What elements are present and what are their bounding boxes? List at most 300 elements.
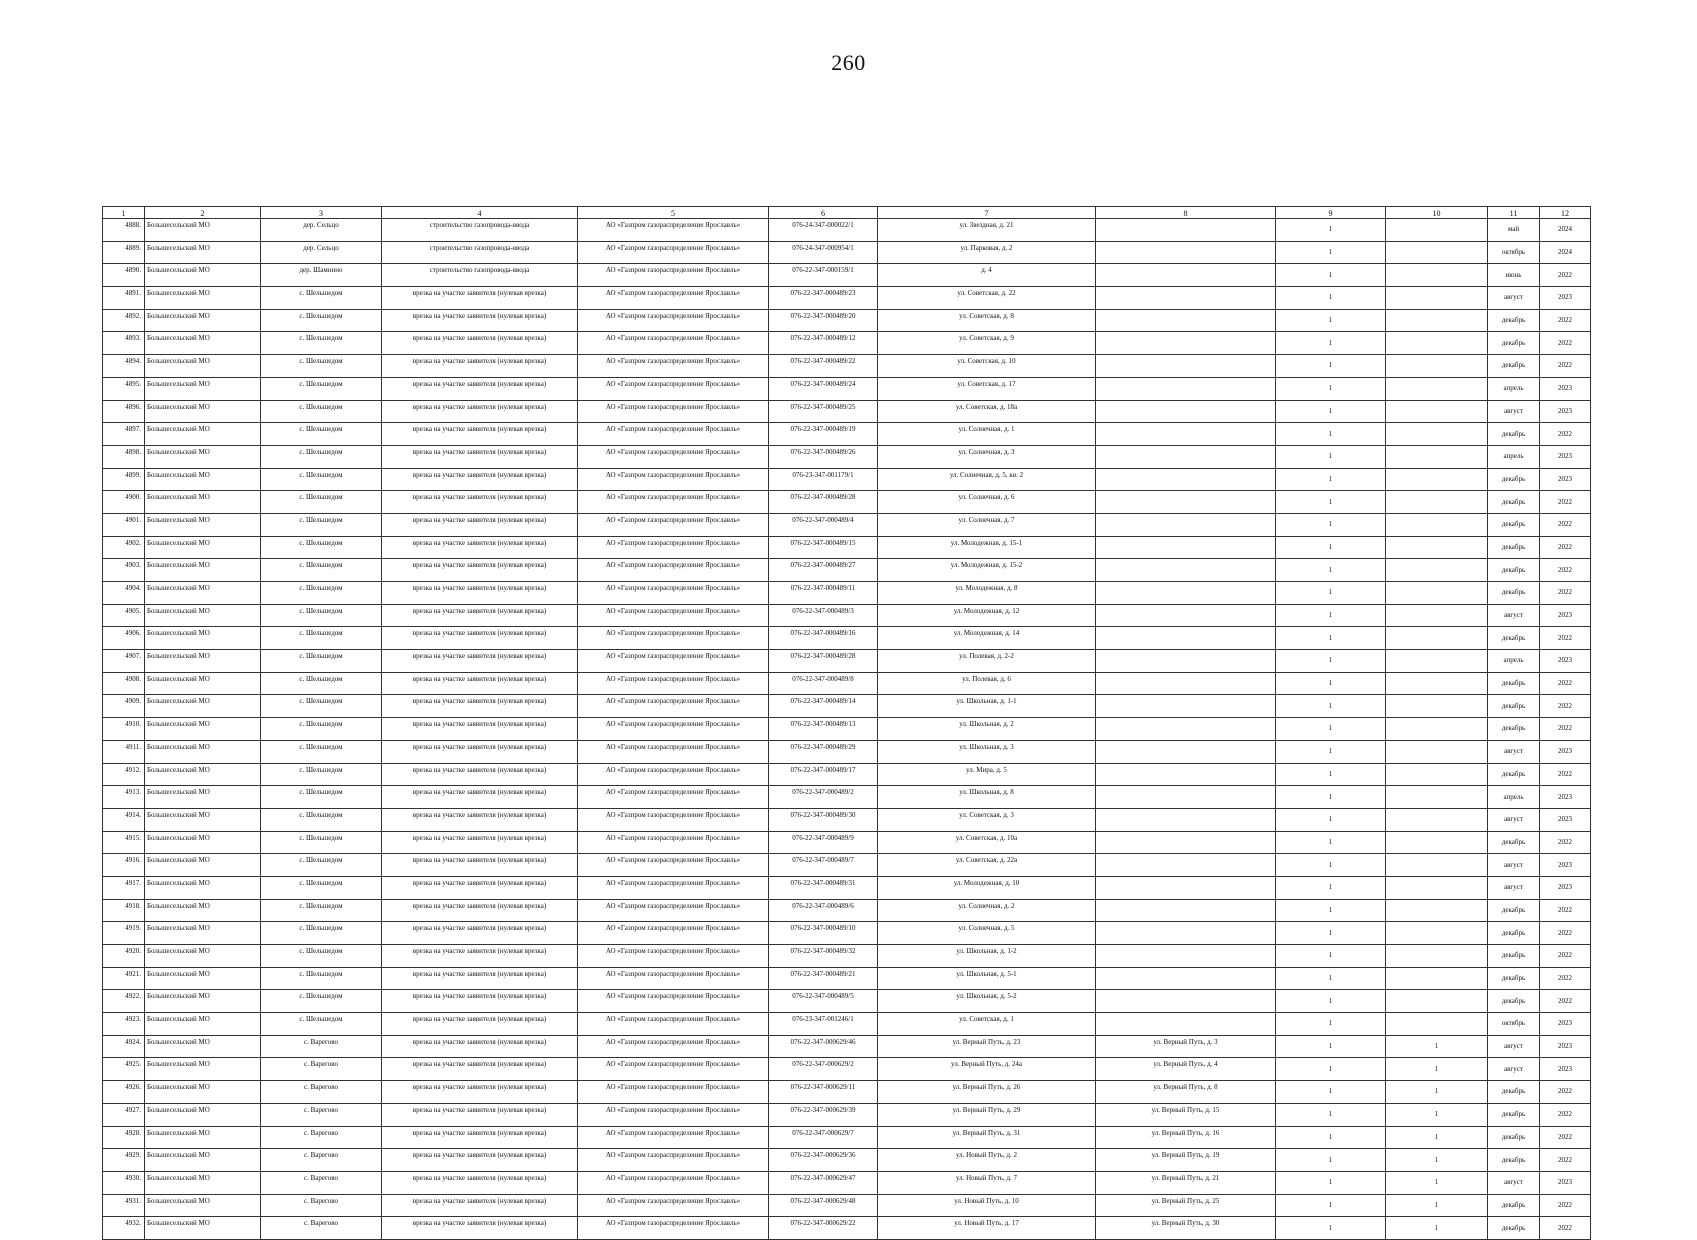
year-cell: 2024 bbox=[1540, 219, 1591, 242]
organization-cell: АО «Газпром газораспределение Ярославль» bbox=[578, 922, 769, 945]
table-row bbox=[103, 536, 1591, 559]
municipality-cell: Большесельский МО bbox=[145, 672, 261, 695]
quantity-cell: 1 bbox=[1276, 1058, 1386, 1081]
organization-cell: АО «Газпром газораспределение Ярославль» bbox=[578, 695, 769, 718]
year-cell: 2022 bbox=[1540, 1217, 1591, 1240]
locality-cell: с. Шельшедом bbox=[261, 695, 382, 718]
municipality-cell: Большесельский МО bbox=[145, 899, 261, 922]
quantity-cell: 1 bbox=[1276, 219, 1386, 242]
work-type-cell: врезка на участке заявителя (нулевая врезка) bbox=[382, 786, 578, 809]
second-quantity-cell: 1 bbox=[1386, 1103, 1488, 1126]
month-cell: октябрь bbox=[1488, 241, 1540, 264]
row-number-cell: 4901. bbox=[103, 513, 145, 536]
second-quantity-cell bbox=[1386, 332, 1488, 355]
second-address-cell bbox=[1096, 332, 1276, 355]
work-type-cell: врезка на участке заявителя (нулевая врезка) bbox=[382, 468, 578, 491]
table-row bbox=[103, 990, 1591, 1013]
locality-cell: с. Шельшедом bbox=[261, 808, 382, 831]
municipality-cell: Большесельский МО bbox=[145, 695, 261, 718]
table-row bbox=[103, 559, 1591, 582]
year-cell: 2024 bbox=[1540, 241, 1591, 264]
second-quantity-cell bbox=[1386, 627, 1488, 650]
quantity-cell: 1 bbox=[1276, 650, 1386, 673]
month-cell: декабрь bbox=[1488, 332, 1540, 355]
work-type-cell: врезка на участке заявителя (нулевая врезка) bbox=[382, 604, 578, 627]
month-cell: декабрь bbox=[1488, 990, 1540, 1013]
contract-code-cell: 076-23-347-001246/1 bbox=[769, 1013, 878, 1036]
row-number-cell: 4929. bbox=[103, 1149, 145, 1172]
second-quantity-cell bbox=[1386, 945, 1488, 968]
contract-code-cell: 076-22-347-000629/7 bbox=[769, 1126, 878, 1149]
organization-cell: АО «Газпром газораспределение Ярославль» bbox=[578, 423, 769, 446]
year-cell: 2023 bbox=[1540, 400, 1591, 423]
address-cell: ул. Советская, д. 22а bbox=[878, 854, 1096, 877]
second-quantity-cell: 1 bbox=[1386, 1217, 1488, 1240]
locality-cell: с. Шельшедом bbox=[261, 513, 382, 536]
second-quantity-cell: 1 bbox=[1386, 1194, 1488, 1217]
year-cell: 2023 bbox=[1540, 1035, 1591, 1058]
address-cell: ул. Школьная, д. 1-2 bbox=[878, 945, 1096, 968]
quantity-cell: 1 bbox=[1276, 1126, 1386, 1149]
address-cell: ул. Школьная, д. 5-1 bbox=[878, 967, 1096, 990]
year-cell: 2023 bbox=[1540, 468, 1591, 491]
organization-cell: АО «Газпром газораспределение Ярославль» bbox=[578, 355, 769, 378]
second-address-cell bbox=[1096, 491, 1276, 514]
address-cell: ул. Солнечная, д. 5, кв. 2 bbox=[878, 468, 1096, 491]
year-cell: 2022 bbox=[1540, 491, 1591, 514]
second-address-cell bbox=[1096, 241, 1276, 264]
address-cell: ул. Школьная, д. 2 bbox=[878, 718, 1096, 741]
table-row bbox=[103, 1149, 1591, 1172]
contract-code-cell: 076-22-347-000629/2 bbox=[769, 1058, 878, 1081]
organization-cell: АО «Газпром газораспределение Ярославль» bbox=[578, 718, 769, 741]
table-row bbox=[103, 945, 1591, 968]
second-address-cell bbox=[1096, 219, 1276, 242]
address-cell: ул. Школьная, д. 8 bbox=[878, 786, 1096, 809]
table-row bbox=[103, 922, 1591, 945]
second-address-cell bbox=[1096, 468, 1276, 491]
address-cell: ул. Новый Путь, д. 2 bbox=[878, 1149, 1096, 1172]
contract-code-cell: 076-24-347-000954/1 bbox=[769, 241, 878, 264]
row-number-cell: 4900. bbox=[103, 491, 145, 514]
work-type-cell: врезка на участке заявителя (нулевая врезка) bbox=[382, 377, 578, 400]
second-quantity-cell bbox=[1386, 672, 1488, 695]
contract-code-cell: 076-22-347-000489/4 bbox=[769, 513, 878, 536]
organization-cell: АО «Газпром газораспределение Ярославль» bbox=[578, 672, 769, 695]
address-cell: ул. Мира, д. 5 bbox=[878, 763, 1096, 786]
row-number-cell: 4897. bbox=[103, 423, 145, 446]
row-number-cell: 4899. bbox=[103, 468, 145, 491]
table-row bbox=[103, 876, 1591, 899]
second-address-cell: ул. Верный Путь, д. 21 bbox=[1096, 1171, 1276, 1194]
second-quantity-cell bbox=[1386, 219, 1488, 242]
organization-cell: АО «Газпром газораспределение Ярославль» bbox=[578, 876, 769, 899]
quantity-cell: 1 bbox=[1276, 1217, 1386, 1240]
row-number-cell: 4926. bbox=[103, 1081, 145, 1104]
address-cell: ул. Советская, д. 10 bbox=[878, 355, 1096, 378]
month-cell: декабрь bbox=[1488, 967, 1540, 990]
second-address-cell bbox=[1096, 1013, 1276, 1036]
second-quantity-cell bbox=[1386, 491, 1488, 514]
year-cell: 2022 bbox=[1540, 559, 1591, 582]
work-type-cell: врезка на участке заявителя (нулевая врезка) bbox=[382, 400, 578, 423]
contract-code-cell: 076-23-347-001179/1 bbox=[769, 468, 878, 491]
row-number-cell: 4927. bbox=[103, 1103, 145, 1126]
organization-cell: АО «Газпром газораспределение Ярославль» bbox=[578, 513, 769, 536]
row-number-cell: 4930. bbox=[103, 1171, 145, 1194]
second-quantity-cell bbox=[1386, 241, 1488, 264]
work-type-cell: врезка на участке заявителя (нулевая врезка) bbox=[382, 854, 578, 877]
second-address-cell bbox=[1096, 604, 1276, 627]
month-cell: август bbox=[1488, 1171, 1540, 1194]
address-cell: ул. Солнечная, д. 6 bbox=[878, 491, 1096, 514]
second-quantity-cell: 1 bbox=[1386, 1035, 1488, 1058]
month-cell: август bbox=[1488, 876, 1540, 899]
municipality-cell: Большесельский МО bbox=[145, 332, 261, 355]
second-address-cell bbox=[1096, 400, 1276, 423]
table-row bbox=[103, 695, 1591, 718]
row-number-cell: 4931. bbox=[103, 1194, 145, 1217]
row-number-cell: 4922. bbox=[103, 990, 145, 1013]
quantity-cell: 1 bbox=[1276, 854, 1386, 877]
second-quantity-cell bbox=[1386, 854, 1488, 877]
organization-cell: АО «Газпром газораспределение Ярославль» bbox=[578, 945, 769, 968]
work-type-cell: строительство газопровода-ввода bbox=[382, 241, 578, 264]
table-row bbox=[103, 1103, 1591, 1126]
second-address-cell: ул. Верный Путь, д. 25 bbox=[1096, 1194, 1276, 1217]
work-type-cell: врезка на участке заявителя (нулевая врезка) bbox=[382, 582, 578, 605]
work-type-cell: врезка на участке заявителя (нулевая врезка) bbox=[382, 1194, 578, 1217]
locality-cell: с. Шельшедом bbox=[261, 559, 382, 582]
organization-cell: АО «Газпром газораспределение Ярославль» bbox=[578, 990, 769, 1013]
second-address-cell bbox=[1096, 287, 1276, 310]
locality-cell: с. Варегово bbox=[261, 1081, 382, 1104]
year-cell: 2022 bbox=[1540, 582, 1591, 605]
contract-code-cell: 076-22-347-000489/21 bbox=[769, 967, 878, 990]
locality-cell: дер. Шамнино bbox=[261, 264, 382, 287]
month-cell: декабрь bbox=[1488, 1081, 1540, 1104]
organization-cell: АО «Газпром газораспределение Ярославль» bbox=[578, 650, 769, 673]
work-type-cell: врезка на участке заявителя (нулевая врезка) bbox=[382, 1149, 578, 1172]
month-cell: август bbox=[1488, 808, 1540, 831]
year-cell: 2022 bbox=[1540, 922, 1591, 945]
table-row bbox=[103, 808, 1591, 831]
work-type-cell: врезка на участке заявителя (нулевая врезка) bbox=[382, 831, 578, 854]
second-quantity-cell bbox=[1386, 695, 1488, 718]
municipality-cell: Большесельский МО bbox=[145, 1035, 261, 1058]
quantity-cell: 1 bbox=[1276, 945, 1386, 968]
work-type-cell: врезка на участке заявителя (нулевая врезка) bbox=[382, 536, 578, 559]
work-type-cell: врезка на участке заявителя (нулевая врезка) bbox=[382, 1126, 578, 1149]
municipality-cell: Большесельский МО bbox=[145, 922, 261, 945]
second-address-cell bbox=[1096, 740, 1276, 763]
column-number-header-row bbox=[103, 207, 1591, 219]
contract-code-cell: 076-22-347-000489/16 bbox=[769, 627, 878, 650]
second-address-cell bbox=[1096, 786, 1276, 809]
table-row bbox=[103, 332, 1591, 355]
second-address-cell bbox=[1096, 309, 1276, 332]
row-number-cell: 4910. bbox=[103, 718, 145, 741]
contract-code-cell: 076-22-347-000489/11 bbox=[769, 582, 878, 605]
row-number-cell: 4906. bbox=[103, 627, 145, 650]
contract-code-cell: 076-22-347-000489/14 bbox=[769, 695, 878, 718]
contract-code-cell: 076-22-347-000489/27 bbox=[769, 559, 878, 582]
second-address-cell bbox=[1096, 445, 1276, 468]
contract-code-cell: 076-22-347-000629/48 bbox=[769, 1194, 878, 1217]
municipality-cell: Большесельский МО bbox=[145, 219, 261, 242]
work-type-cell: врезка на участке заявителя (нулевая врезка) bbox=[382, 945, 578, 968]
work-type-cell: врезка на участке заявителя (нулевая врезка) bbox=[382, 1013, 578, 1036]
year-cell: 2023 bbox=[1540, 1058, 1591, 1081]
quantity-cell: 1 bbox=[1276, 513, 1386, 536]
month-cell: апрель bbox=[1488, 445, 1540, 468]
second-quantity-cell bbox=[1386, 786, 1488, 809]
second-address-cell bbox=[1096, 718, 1276, 741]
quantity-cell: 1 bbox=[1276, 377, 1386, 400]
second-quantity-cell bbox=[1386, 831, 1488, 854]
locality-cell: с. Шельшедом bbox=[261, 332, 382, 355]
quantity-cell: 1 bbox=[1276, 1081, 1386, 1104]
second-address-cell bbox=[1096, 627, 1276, 650]
work-type-cell: строительство газопровода-ввода bbox=[382, 264, 578, 287]
table-row bbox=[103, 740, 1591, 763]
locality-cell: с. Шельшедом bbox=[261, 423, 382, 446]
quantity-cell: 1 bbox=[1276, 582, 1386, 605]
second-quantity-cell bbox=[1386, 536, 1488, 559]
quantity-cell: 1 bbox=[1276, 786, 1386, 809]
second-quantity-cell bbox=[1386, 287, 1488, 310]
quantity-cell: 1 bbox=[1276, 1149, 1386, 1172]
column-header: 11 bbox=[1488, 207, 1540, 219]
address-cell: ул. Звездная, д. 21 bbox=[878, 219, 1096, 242]
organization-cell: АО «Газпром газораспределение Ярославль» bbox=[578, 1126, 769, 1149]
quantity-cell: 1 bbox=[1276, 1171, 1386, 1194]
work-type-cell: врезка на участке заявителя (нулевая врезка) bbox=[382, 559, 578, 582]
address-cell: ул. Парковая, д. 2 bbox=[878, 241, 1096, 264]
locality-cell: с. Шельшедом bbox=[261, 627, 382, 650]
row-number-cell: 4923. bbox=[103, 1013, 145, 1036]
work-type-cell: врезка на участке заявителя (нулевая врезка) bbox=[382, 718, 578, 741]
work-type-cell: врезка на участке заявителя (нулевая врезка) bbox=[382, 491, 578, 514]
month-cell: апрель bbox=[1488, 650, 1540, 673]
work-type-cell: строительство газопровода-ввода bbox=[382, 219, 578, 242]
municipality-cell: Большесельский МО bbox=[145, 740, 261, 763]
quantity-cell: 1 bbox=[1276, 536, 1386, 559]
organization-cell: АО «Газпром газораспределение Ярославль» bbox=[578, 763, 769, 786]
table-row bbox=[103, 1013, 1591, 1036]
second-quantity-cell bbox=[1386, 967, 1488, 990]
quantity-cell: 1 bbox=[1276, 445, 1386, 468]
organization-cell: АО «Газпром газораспределение Ярославль» bbox=[578, 219, 769, 242]
row-number-cell: 4913. bbox=[103, 786, 145, 809]
organization-cell: АО «Газпром газораспределение Ярославль» bbox=[578, 1058, 769, 1081]
row-number-cell: 4909. bbox=[103, 695, 145, 718]
quantity-cell: 1 bbox=[1276, 695, 1386, 718]
column-header: 5 bbox=[578, 207, 769, 219]
contract-code-cell: 076-22-347-000489/32 bbox=[769, 945, 878, 968]
month-cell: декабрь bbox=[1488, 1103, 1540, 1126]
month-cell: декабрь bbox=[1488, 536, 1540, 559]
contract-code-cell: 076-22-347-000489/7 bbox=[769, 854, 878, 877]
organization-cell: АО «Газпром газораспределение Ярославль» bbox=[578, 264, 769, 287]
municipality-cell: Большесельский МО bbox=[145, 355, 261, 378]
second-quantity-cell bbox=[1386, 445, 1488, 468]
organization-cell: АО «Газпром газораспределение Ярославль» bbox=[578, 1013, 769, 1036]
address-cell: ул. Солнечная, д. 7 bbox=[878, 513, 1096, 536]
organization-cell: АО «Газпром газораспределение Ярославль» bbox=[578, 627, 769, 650]
row-number-cell: 4904. bbox=[103, 582, 145, 605]
quantity-cell: 1 bbox=[1276, 899, 1386, 922]
year-cell: 2022 bbox=[1540, 967, 1591, 990]
work-type-cell: врезка на участке заявителя (нулевая врезка) bbox=[382, 967, 578, 990]
column-header: 6 bbox=[769, 207, 878, 219]
table-row bbox=[103, 1171, 1591, 1194]
organization-cell: АО «Газпром газораспределение Ярославль» bbox=[578, 400, 769, 423]
address-cell: ул. Верный Путь, д. 31 bbox=[878, 1126, 1096, 1149]
row-number-cell: 4921. bbox=[103, 967, 145, 990]
locality-cell: с. Шельшедом bbox=[261, 445, 382, 468]
address-cell: ул. Молодежная, д. 14 bbox=[878, 627, 1096, 650]
organization-cell: АО «Газпром газораспределение Ярославль» bbox=[578, 536, 769, 559]
second-quantity-cell bbox=[1386, 650, 1488, 673]
address-cell: ул. Молодежная, д. 12 bbox=[878, 604, 1096, 627]
locality-cell: с. Варегово bbox=[261, 1171, 382, 1194]
row-number-cell: 4932. bbox=[103, 1217, 145, 1240]
row-number-cell: 4919. bbox=[103, 922, 145, 945]
table-row bbox=[103, 513, 1591, 536]
second-address-cell bbox=[1096, 945, 1276, 968]
table-row bbox=[103, 604, 1591, 627]
quantity-cell: 1 bbox=[1276, 1194, 1386, 1217]
year-cell: 2022 bbox=[1540, 355, 1591, 378]
quantity-cell: 1 bbox=[1276, 672, 1386, 695]
row-number-cell: 4907. bbox=[103, 650, 145, 673]
locality-cell: с. Шельшедом bbox=[261, 718, 382, 741]
municipality-cell: Большесельский МО bbox=[145, 582, 261, 605]
organization-cell: АО «Газпром газораспределение Ярославль» bbox=[578, 1217, 769, 1240]
quantity-cell: 1 bbox=[1276, 604, 1386, 627]
second-address-cell bbox=[1096, 559, 1276, 582]
organization-cell: АО «Газпром газораспределение Ярославль» bbox=[578, 559, 769, 582]
second-address-cell: ул. Верный Путь, д. 19 bbox=[1096, 1149, 1276, 1172]
second-address-cell bbox=[1096, 990, 1276, 1013]
second-quantity-cell bbox=[1386, 513, 1488, 536]
contract-code-cell: 076-22-347-000489/3 bbox=[769, 604, 878, 627]
quantity-cell: 1 bbox=[1276, 990, 1386, 1013]
contract-code-cell: 076-22-347-000489/22 bbox=[769, 355, 878, 378]
row-number-cell: 4928. bbox=[103, 1126, 145, 1149]
contract-code-cell: 076-22-347-000489/15 bbox=[769, 536, 878, 559]
contract-code-cell: 076-22-347-000489/25 bbox=[769, 400, 878, 423]
table-row bbox=[103, 377, 1591, 400]
organization-cell: АО «Газпром газораспределение Ярославль» bbox=[578, 241, 769, 264]
contract-code-cell: 076-22-347-000489/2 bbox=[769, 786, 878, 809]
table-row bbox=[103, 763, 1591, 786]
address-cell: ул. Советская, д. 1 bbox=[878, 1013, 1096, 1036]
table-row bbox=[103, 672, 1591, 695]
municipality-cell: Большесельский МО bbox=[145, 854, 261, 877]
municipality-cell: Большесельский МО bbox=[145, 967, 261, 990]
contract-code-cell: 076-22-347-000629/11 bbox=[769, 1081, 878, 1104]
month-cell: декабрь bbox=[1488, 309, 1540, 332]
month-cell: декабрь bbox=[1488, 468, 1540, 491]
locality-cell: с. Шельшедом bbox=[261, 287, 382, 310]
address-cell: ул. Солнечная, д. 1 bbox=[878, 423, 1096, 446]
table-row bbox=[103, 1126, 1591, 1149]
column-header: 2 bbox=[145, 207, 261, 219]
table-row bbox=[103, 400, 1591, 423]
locality-cell: с. Шельшедом bbox=[261, 990, 382, 1013]
contract-code-cell: 076-24-347-000022/1 bbox=[769, 219, 878, 242]
work-type-cell: врезка на участке заявителя (нулевая врезка) bbox=[382, 1035, 578, 1058]
table-row bbox=[103, 423, 1591, 446]
second-address-cell bbox=[1096, 377, 1276, 400]
second-address-cell bbox=[1096, 423, 1276, 446]
locality-cell: с. Шельшедом bbox=[261, 763, 382, 786]
column-header: 10 bbox=[1386, 207, 1488, 219]
organization-cell: АО «Газпром газораспределение Ярославль» bbox=[578, 582, 769, 605]
second-quantity-cell bbox=[1386, 1013, 1488, 1036]
year-cell: 2022 bbox=[1540, 264, 1591, 287]
row-number-cell: 4918. bbox=[103, 899, 145, 922]
register-table bbox=[102, 206, 1591, 1240]
year-cell: 2023 bbox=[1540, 650, 1591, 673]
year-cell: 2022 bbox=[1540, 718, 1591, 741]
address-cell: д. 4 bbox=[878, 264, 1096, 287]
work-type-cell: врезка на участке заявителя (нулевая врезка) bbox=[382, 355, 578, 378]
work-type-cell: врезка на участке заявителя (нулевая врезка) bbox=[382, 876, 578, 899]
locality-cell: с. Шельшедом bbox=[261, 922, 382, 945]
year-cell: 2022 bbox=[1540, 831, 1591, 854]
quantity-cell: 1 bbox=[1276, 718, 1386, 741]
table-row bbox=[103, 786, 1591, 809]
second-quantity-cell bbox=[1386, 355, 1488, 378]
contract-code-cell: 076-22-347-000489/13 bbox=[769, 718, 878, 741]
second-address-cell bbox=[1096, 650, 1276, 673]
organization-cell: АО «Газпром газораспределение Ярославль» bbox=[578, 831, 769, 854]
row-number-cell: 4889. bbox=[103, 241, 145, 264]
table-row bbox=[103, 309, 1591, 332]
locality-cell: с. Шельшедом bbox=[261, 400, 382, 423]
year-cell: 2022 bbox=[1540, 1103, 1591, 1126]
table-row bbox=[103, 219, 1591, 242]
address-cell: ул. Советская, д. 10а bbox=[878, 831, 1096, 854]
second-address-cell bbox=[1096, 355, 1276, 378]
second-address-cell bbox=[1096, 513, 1276, 536]
municipality-cell: Большесельский МО bbox=[145, 990, 261, 1013]
row-number-cell: 4902. bbox=[103, 536, 145, 559]
locality-cell: с. Шельшедом bbox=[261, 355, 382, 378]
quantity-cell: 1 bbox=[1276, 1013, 1386, 1036]
quantity-cell: 1 bbox=[1276, 876, 1386, 899]
work-type-cell: врезка на участке заявителя (нулевая врезка) bbox=[382, 332, 578, 355]
contract-code-cell: 076-22-347-000489/26 bbox=[769, 445, 878, 468]
contract-code-cell: 076-22-347-000489/19 bbox=[769, 423, 878, 446]
table-body bbox=[103, 219, 1591, 1240]
month-cell: декабрь bbox=[1488, 922, 1540, 945]
table-row bbox=[103, 1081, 1591, 1104]
row-number-cell: 4891. bbox=[103, 287, 145, 310]
year-cell: 2022 bbox=[1540, 1126, 1591, 1149]
month-cell: декабрь bbox=[1488, 672, 1540, 695]
year-cell: 2022 bbox=[1540, 627, 1591, 650]
organization-cell: АО «Газпром газораспределение Ярославль» bbox=[578, 899, 769, 922]
year-cell: 2023 bbox=[1540, 786, 1591, 809]
second-address-cell bbox=[1096, 854, 1276, 877]
quantity-cell: 1 bbox=[1276, 309, 1386, 332]
register-table-wrapper bbox=[102, 206, 1591, 1240]
month-cell: декабрь bbox=[1488, 423, 1540, 446]
